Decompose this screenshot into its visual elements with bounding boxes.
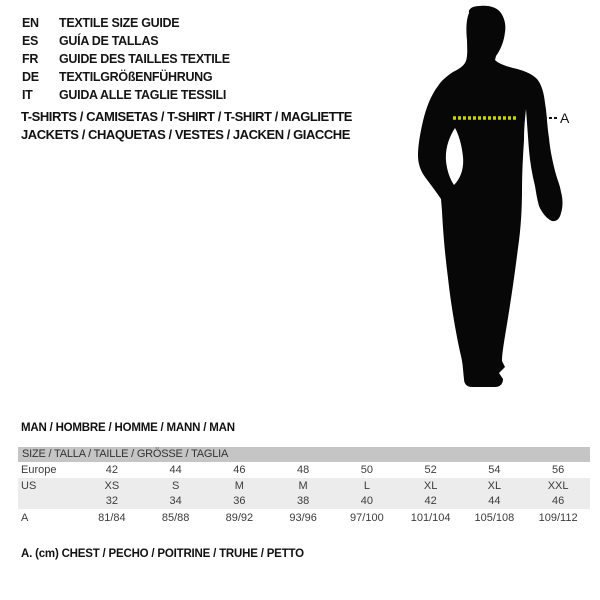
man-silhouette [418,6,563,387]
language-row-en [22,14,230,32]
language-code: ES [22,34,39,48]
language-row-es [22,32,230,50]
size-table-rows [18,462,590,527]
size-cell: 81/84 [98,512,126,524]
language-code: FR [22,52,39,66]
size-cell: 89/92 [225,512,254,524]
size-cell: 56 [552,464,565,476]
size-cell: 32 [105,495,118,507]
size-cell: XL [423,479,438,492]
language-label: TEXTILE SIZE GUIDE [59,16,180,30]
size-cell: 46 [552,495,565,507]
table-row [18,462,590,478]
measurement-footnote: A. (cm) CHEST / PECHO / POITRINE / TRUHE / PETTO [21,548,304,560]
row-label: Europe [21,464,57,476]
size-cell: S [171,479,180,492]
table-row [18,509,590,527]
size-cell: 42 [424,495,437,507]
size-cell: 42 [105,464,118,476]
size-cell: XXL [547,479,569,492]
size-table-header: SIZE / TALLA / TAILLE / GRÖSSE / TAGLIA [18,447,590,462]
size-cell: 44 [169,464,182,476]
size-cell: 38 [297,495,310,507]
size-cell: XS [104,479,120,492]
language-label: GUÍA DE TALLAS [59,34,159,48]
size-cell: 101/104 [410,512,451,524]
language-row-fr [22,50,230,68]
size-cell: 93/96 [289,512,317,524]
man-silhouette-svg [390,0,600,410]
row-label: US [21,479,37,492]
man-silhouette-figure [390,0,600,410]
language-list [22,14,230,104]
size-cell: 109/112 [538,512,578,524]
table-row [18,493,590,509]
language-code: IT [22,88,33,102]
size-cell: XL [487,479,502,492]
size-cell: 50 [360,464,373,476]
language-label: GUIDA ALLE TAGLIE TESSILI [59,88,227,102]
size-cell: 36 [233,495,246,507]
language-label: GUIDE DES TAILLES TEXTILE [59,52,230,66]
language-row-de [22,68,230,86]
size-table [18,447,590,527]
size-cell: 54 [488,464,501,476]
size-cell: 44 [488,495,501,507]
size-cell: 97/100 [350,512,384,524]
language-code: DE [22,70,39,84]
size-cell: L [363,479,370,492]
table-row [18,478,590,493]
category-line: JACKETS / CHAQUETAS / VESTES / JACKEN / GIACCHE [21,127,350,142]
row-label: A [21,512,29,524]
size-cell: 105/108 [474,512,515,524]
language-row-it [22,86,230,104]
size-cell: M [234,479,244,492]
size-cell: 52 [424,464,437,476]
measure-label-a: A [560,110,570,126]
size-cell: 85/88 [161,512,190,524]
size-cell: 34 [169,495,182,507]
language-code: EN [22,16,39,30]
size-cell: 48 [297,464,310,476]
section-title-man: MAN / HOMBRE / HOMME / MANN / MAN [21,422,235,434]
language-label: TEXTILGRÖßENFÜHRUNG [59,70,213,84]
size-cell: 40 [360,495,373,507]
size-cell: 46 [233,464,246,476]
category-list [21,108,352,144]
category-line: T-SHIRTS / CAMISETAS / T-SHIRT / T-SHIRT / MAGLIETTE [21,109,352,124]
size-cell: M [298,479,308,492]
